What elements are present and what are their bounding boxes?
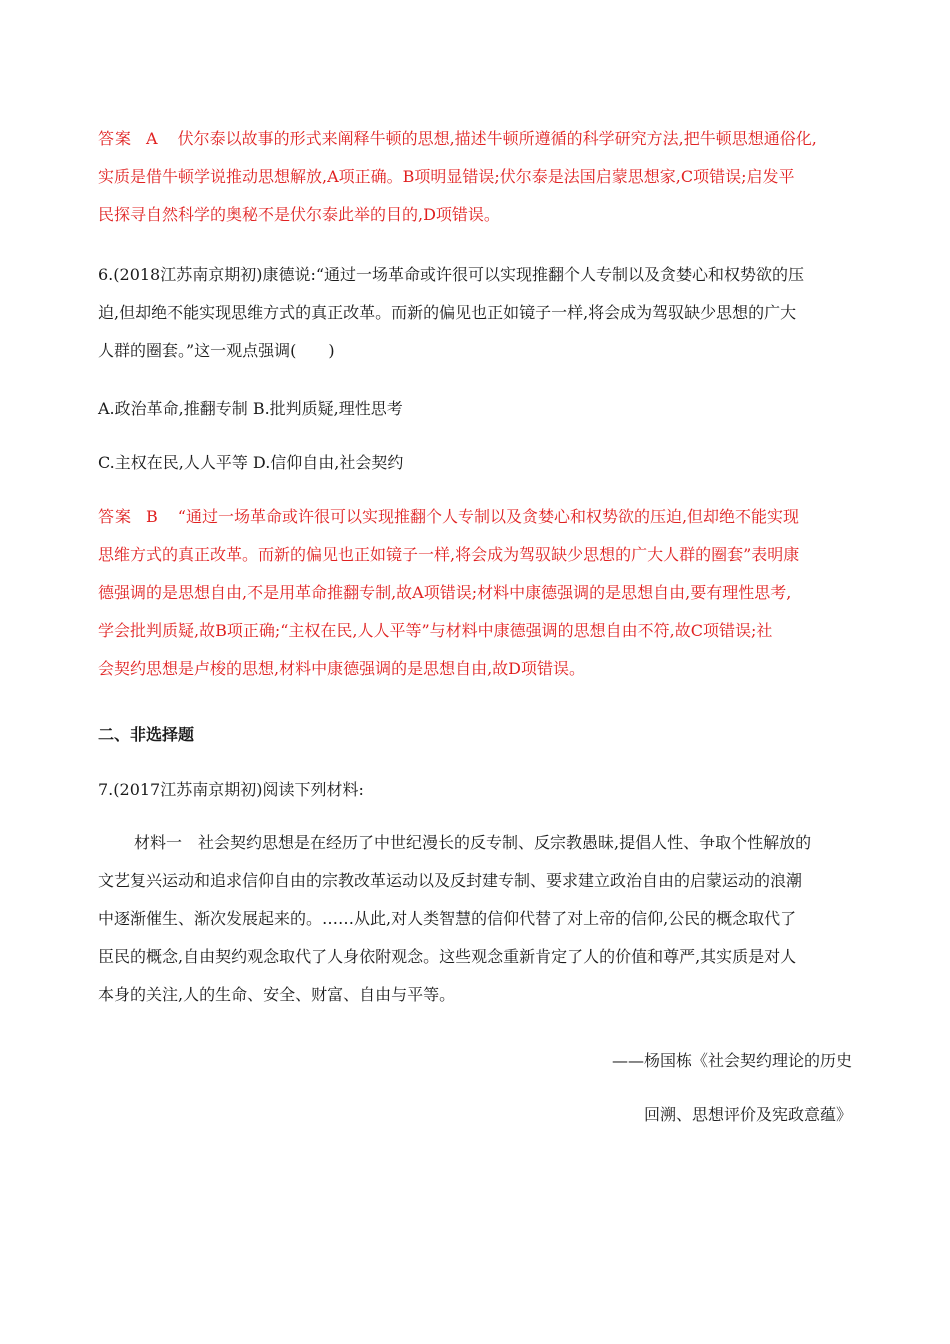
answer-6-line-5: 会契约思想是卢梭的思想,材料中康德强调的是思想自由,故D项错误。 (98, 659, 586, 678)
section-title: 二、非选择题 (98, 725, 195, 744)
answer-5-block (98, 120, 852, 234)
material-line-3: 中逐渐催生、渐次发展起来的。……从此,对人类智慧的信仰代替了对上帝的信仰,公民的概念取代了 (98, 909, 797, 928)
material-1-block (98, 824, 852, 1014)
answer-text: “通过一场革命或许很可以实现推翻个人专制以及贪婪心和权势欲的压迫,但却绝不能实现 (177, 507, 800, 526)
question-7-intro (98, 771, 852, 809)
material-line-2: 文艺复兴运动和追求信仰自由的宗教改革运动以及反封建专制、要求建立政治自由的启蒙运动的浪潮 (98, 871, 803, 890)
question-6-line-2: 迫,但却绝不能实现思维方式的真正改革。而新的偏见也正如镜子一样,将会成为驾驭缺少思想的广大 (98, 303, 797, 322)
source-citation-1 (98, 1042, 852, 1080)
answer-letter: A (146, 129, 158, 148)
answer-5-line-1 (98, 120, 852, 158)
material-line-5: 本身的关注,人的生命、安全、财富、自由与平等。 (98, 985, 456, 1004)
question-6-block (98, 256, 852, 370)
answer-text: 伏尔泰以故事的形式来阐释牛顿的思想,描述牛顿所遵循的科学研究方法,把牛顿思想通俗化, (177, 129, 817, 148)
answer-6-line-4: 学会批判质疑,故B项正确;“主权在民,人人平等”与材料中康德强调的思想自由不符,故C项错误;社 (98, 621, 773, 640)
question-6-line-3: 人群的圈套。”这一观点强调( ) (98, 341, 335, 360)
answer-5-line-3: 民探寻自然科学的奥秘不是伏尔泰此举的目的,D项错误。 (98, 205, 500, 224)
material-line-1: 材料一 社会契约思想是在经历了中世纪漫长的反专制、反宗教愚昧,提倡人性、争取个性解放的 (134, 833, 812, 852)
answer-label: 答案 (98, 129, 133, 148)
options-line: A.政治革命,推翻专制 B.批判质疑,理性思考 (98, 399, 403, 418)
answer-5-line-2: 实质是借牛顿学说推动思想解放,A项正确。B项明显错误;伏尔泰是法国启蒙思想家,C项错误;启发平 (98, 167, 795, 186)
question-6-options-1 (98, 390, 852, 428)
question-6-line-1: 6.(2018江苏南京期初)康德说:“通过一场革命或许很可以实现推翻个人专制以及贪婪心和权势欲的压 (98, 265, 805, 284)
answer-6-line-1 (98, 498, 852, 536)
answer-label: 答案 (98, 507, 133, 526)
citation-line: ——杨国栋《社会契约理论的历史 (611, 1051, 852, 1070)
citation-line: 回溯、思想评价及宪政意蕴》 (643, 1105, 852, 1124)
source-citation-2 (98, 1096, 852, 1134)
section-2-heading (98, 716, 852, 754)
answer-6-line-3: 德强调的是思想自由,不是用革命推翻专制,故A项错误;材料中康德强调的是思想自由,要有理性思考, (98, 583, 792, 602)
material-line-4: 臣民的概念,自由契约观念取代了人身依附观念。这些观念重新肯定了人的价值和尊严,其实质是对人 (98, 947, 797, 966)
answer-6-block (98, 498, 852, 688)
answer-letter: B (146, 507, 158, 526)
options-line: C.主权在民,人人平等 D.信仰自由,社会契约 (98, 453, 404, 472)
answer-6-line-2: 思维方式的真正改革。而新的偏见也正如镜子一样,将会成为驾驭缺少思想的广大人群的圈套”表明康 (98, 545, 800, 564)
question-7-text: 7.(2017江苏南京期初)阅读下列材料: (98, 780, 364, 799)
question-6-options-2 (98, 444, 852, 482)
